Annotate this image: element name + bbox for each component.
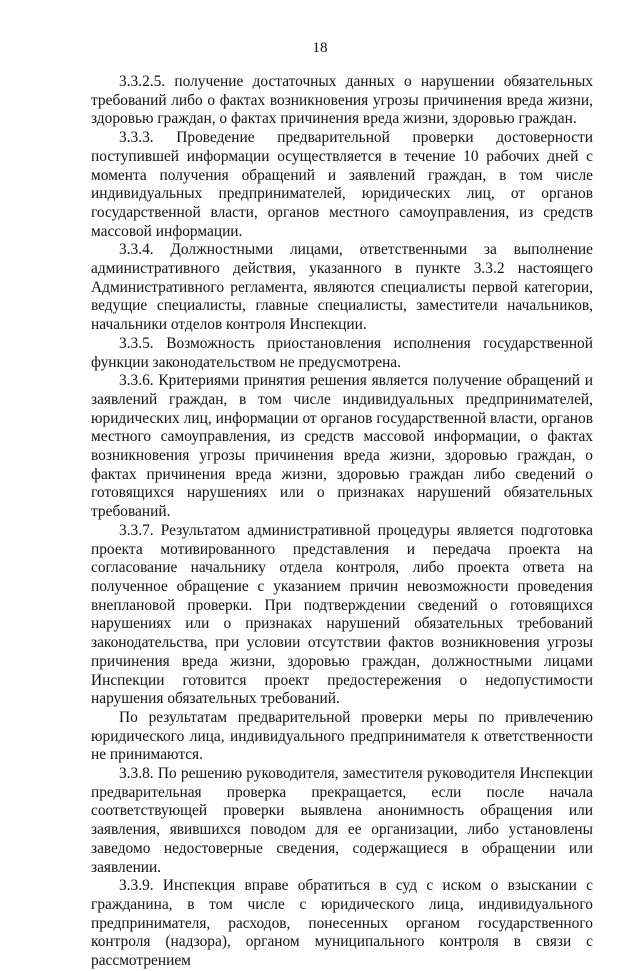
paragraph-3-3-6: 3.3.6. Критериями принятия решения является получение обращений и заявлений граждан, в том числе индивидуальных предпринимателей, юридических лиц, информации от органов государственной власти, органов местного самоуправления, из средств массовой информации, о фактах возникновения угрозы причинения вреда жизни, здоровью граждан, о фактах причинения вреда жизни, здоровью граждан либо сведений о готовящихся нарушениях или о признаках нарушений обязательных требований. [91, 372, 593, 521]
paragraph-3-3-5: 3.3.5. Возможность приостановления исполнения государственной функции законодательством не предусмотрена. [91, 334, 593, 371]
paragraph-3-3-7: 3.3.7. Результатом административной процедуры является подготовка проекта мотивированного представления и передача проекта на согласование начальнику отдела контроля, либо проекта ответа на полученное обращение с указанием причин невозможности проведения внеплановой проверки. При подтверждении сведений о готовящихся нарушениях или о признаках нарушений обязательных требований законодательства, при условии отсутствии фактов возникновения угрозы причинения вреда жизни, здоровью граждан, должностными лицами Инспекции готовится проект предостережения о недопустимости нарушения обязательных требований. [91, 521, 593, 708]
paragraph-3-3-8: 3.3.8. По решению руководителя, заместителя руководителя Инспекции предварительная проверка прекращается, если после начала соответствующей проверки выявлена анонимность обращения или заявления, явившихся поводом для ее организации, либо установлены заведомо недостоверные сведения, содержащиеся в обращении или заявлении. [91, 765, 593, 876]
paragraph-3-3-4: 3.3.4. Должностными лицами, ответственными за выполнение административного действия, указанного в пункте 3.3.2 настоящего Административного регламента, являются специалисты первой категории, ведущие специалисты, главные специалисты, заместители начальников, начальники отделов контроля Инспекции. [91, 241, 593, 334]
document-body [91, 73, 593, 971]
paragraph-3-3-3: 3.3.3. Проведение предварительной проверки достоверности поступившей информации осуществляется в течение 10 рабочих дней с момента получения обращений и заявлений граждан, в том числе индивидуальных предпринимателей, юридических лиц, от органов государственной власти, органов местного самоуправления, из средств массовой информации. [91, 129, 593, 240]
paragraph-3-3-2-5: 3.3.2.5. получение достаточных данных о нарушении обязательных требований либо о фактах возникновения угрозы причинения вреда жизни, здоровью граждан, о фактах причинения вреда жизни, здоровью граждан. [91, 73, 593, 128]
paragraph-3-3-9: 3.3.9. Инспекция вправе обратиться в суд с иском о взыскании с гражданина, в том числе с юридического лица, индивидуального предпринимателя, расходов, понесенных органом государственного контроля (надзора), органом муниципального контроля в связи с рассмотрением [91, 877, 593, 970]
page-number: 18 [312, 40, 328, 56]
paragraph-preliminary-check-result: По результатам предварительной проверки меры по привлечению юридического лица, индивидуального предпринимателя к ответственности не принимаются. [91, 708, 593, 764]
